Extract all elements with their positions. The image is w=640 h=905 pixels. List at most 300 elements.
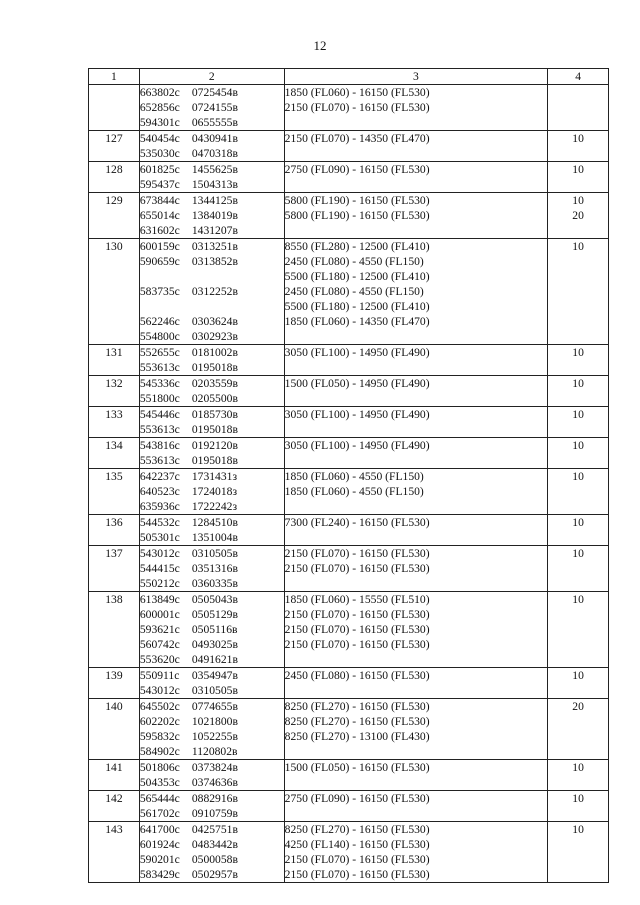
- longitude: 0500058в: [191, 853, 238, 866]
- latitude: 553613c: [139, 361, 180, 374]
- count-value: 10: [572, 346, 584, 359]
- coordinates-cell: [139, 469, 284, 515]
- latitude: 550911c: [139, 669, 180, 682]
- table-row: [89, 791, 609, 822]
- altitude-range: 8250 (FL270) - 16150 (FL530): [284, 700, 430, 713]
- altitude-range: 2150 (FL070) - 16150 (FL530): [284, 868, 430, 881]
- row-number: 140: [89, 699, 140, 760]
- header-col-4: 4: [548, 69, 609, 85]
- latitude: 583735c: [139, 285, 180, 298]
- longitude: 0655555в: [191, 116, 238, 129]
- coordinate-pair: [140, 576, 284, 591]
- latitude: 561702c: [139, 807, 180, 820]
- coordinate-pair: [140, 622, 284, 637]
- count-value: 10: [572, 547, 584, 560]
- table-row: [89, 239, 609, 345]
- table-row: [89, 162, 609, 193]
- count-value: 10: [572, 240, 584, 253]
- coordinate-pair: [140, 652, 284, 667]
- longitude: 1384019в: [191, 209, 238, 222]
- altitude-levels-cell: [284, 699, 548, 760]
- row-number: 134: [89, 438, 140, 469]
- latitude: 552655c: [139, 346, 180, 359]
- longitude: 0185730в: [191, 408, 238, 421]
- latitude: 600159c: [139, 240, 180, 253]
- longitude: 0505116в: [191, 623, 238, 636]
- longitude: 1284510в: [191, 516, 238, 529]
- latitude: 641700c: [139, 823, 180, 836]
- table-row: [89, 193, 609, 239]
- latitude: 595437c: [139, 178, 180, 191]
- coordinate-pair: [140, 729, 284, 744]
- longitude: 0205500в: [191, 392, 238, 405]
- row-number: 130: [89, 239, 140, 345]
- coordinate-pair: [140, 239, 284, 254]
- latitude: 553613c: [139, 423, 180, 436]
- longitude: 0303624в: [191, 315, 238, 328]
- coordinate-pair: [140, 100, 284, 115]
- count-cell: [548, 760, 609, 791]
- longitude: 0373824в: [191, 761, 238, 774]
- longitude: 1052255в: [191, 730, 238, 743]
- altitude-range: 5800 (FL190) - 16150 (FL530): [284, 194, 430, 207]
- longitude: 1344125в: [191, 194, 238, 207]
- longitude: 0192120в: [191, 439, 238, 452]
- longitude: 0195018в: [191, 361, 238, 374]
- header-col-3: 3: [284, 69, 548, 85]
- longitude: 1021800в: [191, 715, 238, 728]
- coordinates-cell: [139, 239, 284, 345]
- longitude: 0425751в: [191, 823, 238, 836]
- coordinate-pair: [140, 131, 284, 146]
- coordinate-pair: [140, 223, 284, 238]
- altitude-range: 4250 (FL140) - 16150 (FL530): [284, 838, 430, 851]
- coordinate-pair: [140, 806, 284, 821]
- coordinates-cell: [139, 407, 284, 438]
- count-value: 10: [572, 470, 584, 483]
- altitude-range: 3050 (FL100) - 14950 (FL490): [284, 439, 430, 452]
- table-body: [89, 85, 609, 883]
- row-number: 138: [89, 592, 140, 668]
- header-col-1: 1: [89, 69, 140, 85]
- longitude: 1722242з: [191, 500, 238, 513]
- latitude: 544415c: [139, 562, 180, 575]
- coordinate-pair: [140, 699, 284, 714]
- longitude: 0483442в: [191, 838, 238, 851]
- latitude: 652856c: [139, 101, 180, 114]
- coordinate-pair: [140, 607, 284, 622]
- coordinates-cell: [139, 699, 284, 760]
- coordinate-pair: [140, 360, 284, 375]
- latitude: 545446c: [139, 408, 180, 421]
- table-row: [89, 515, 609, 546]
- altitude-levels-cell: [284, 546, 548, 592]
- coordinate-pair: [140, 208, 284, 223]
- coordinate-pair: [140, 775, 284, 790]
- altitude-levels-cell: [284, 822, 548, 883]
- row-number: 129: [89, 193, 140, 239]
- altitude-levels-cell: [284, 668, 548, 699]
- row-number: 141: [89, 760, 140, 791]
- table-row: [89, 469, 609, 515]
- altitude-levels-cell: [284, 162, 548, 193]
- count-cell: [548, 699, 609, 760]
- coordinate-pair: [140, 822, 284, 837]
- latitude: 545336c: [139, 377, 180, 390]
- latitude: 600001c: [139, 608, 180, 621]
- coordinate-pair: [140, 852, 284, 867]
- coordinate-pair: [140, 391, 284, 406]
- count-cell: [548, 131, 609, 162]
- longitude: 0430941в: [191, 132, 238, 145]
- altitude-range: 1850 (FL060) - 15550 (FL510): [284, 593, 430, 606]
- table-row: [89, 822, 609, 883]
- table-row: [89, 438, 609, 469]
- coordinates-cell: [139, 376, 284, 407]
- coordinate-pair: [140, 668, 284, 683]
- count-cell: [548, 469, 609, 515]
- altitude-range: 2750 (FL090) - 16150 (FL530): [284, 163, 430, 176]
- longitude: 0310505в: [191, 547, 238, 560]
- row-number: 133: [89, 407, 140, 438]
- latitude: 543012c: [139, 547, 180, 560]
- longitude: 0351316в: [191, 562, 238, 575]
- coordinate-pair: [140, 484, 284, 499]
- row-number: 137: [89, 546, 140, 592]
- longitude: 0910759в: [191, 807, 238, 820]
- altitude-levels-cell: [284, 131, 548, 162]
- count-cell: [548, 822, 609, 883]
- longitude: 0354947в: [191, 669, 238, 682]
- coordinate-pair: [140, 546, 284, 561]
- coordinates-cell: [139, 193, 284, 239]
- table-row: [89, 376, 609, 407]
- coordinate-pair: [140, 453, 284, 468]
- longitude: 0195018в: [191, 454, 238, 467]
- coordinate-pair: [140, 85, 284, 100]
- coordinate-pair: [140, 162, 284, 177]
- longitude: 0502957в: [191, 868, 238, 881]
- coordinate-pair: [140, 714, 284, 729]
- altitude-range: 1850 (FL060) - 16150 (FL530): [284, 86, 430, 99]
- count-value: 10: [572, 516, 584, 529]
- count-cell: [548, 668, 609, 699]
- longitude: 0313251в: [191, 240, 238, 253]
- coordinate-pair: [140, 438, 284, 453]
- altitude-range: 3050 (FL100) - 14950 (FL490): [284, 408, 430, 421]
- altitude-range: 2150 (FL070) - 16150 (FL530): [284, 853, 430, 866]
- longitude: 0882916в: [191, 792, 238, 805]
- coordinate-pair: [140, 376, 284, 391]
- coordinates-cell: [139, 822, 284, 883]
- coordinate-pair: [140, 469, 284, 484]
- longitude: 0312252в: [191, 285, 238, 298]
- count-value: 10: [572, 792, 584, 805]
- altitude-range: 2150 (FL070) - 16150 (FL530): [284, 562, 430, 575]
- altitude-range: 1500 (FL050) - 16150 (FL530): [284, 761, 430, 774]
- row-number: 143: [89, 822, 140, 883]
- coordinates-cell: [139, 85, 284, 131]
- table-row: [89, 546, 609, 592]
- coordinate-pair: [140, 592, 284, 607]
- row-number: [89, 85, 140, 131]
- latitude: 595832c: [139, 730, 180, 743]
- altitude-levels-cell: [284, 193, 548, 239]
- longitude: 0374636в: [191, 776, 238, 789]
- table-row: [89, 760, 609, 791]
- latitude: 543816c: [139, 439, 180, 452]
- count-value: 10: [572, 593, 584, 606]
- coordinates-cell: [139, 345, 284, 376]
- altitude-range: 8550 (FL280) - 12500 (FL410): [284, 240, 430, 253]
- altitude-range: 5500 (FL180) - 12500 (FL410): [284, 270, 430, 283]
- coordinates-cell: [139, 131, 284, 162]
- table-row: [89, 345, 609, 376]
- longitude: 1120802в: [191, 745, 238, 758]
- coordinates-cell: [139, 760, 284, 791]
- altitude-range: 3050 (FL100) - 14950 (FL490): [284, 346, 430, 359]
- table-row: [89, 699, 609, 760]
- latitude: 583429c: [139, 868, 180, 881]
- altitude-range: 2150 (FL070) - 16150 (FL530): [284, 608, 430, 621]
- header-row: [89, 69, 609, 85]
- table-row: [89, 592, 609, 668]
- table-row: [89, 85, 609, 131]
- altitude-levels-cell: [284, 592, 548, 668]
- longitude: 0310505в: [191, 684, 238, 697]
- altitude-levels-cell: [284, 438, 548, 469]
- count-cell: [548, 791, 609, 822]
- latitude: 504353c: [139, 776, 180, 789]
- longitude: 0505043в: [191, 593, 238, 606]
- latitude: 565444c: [139, 792, 180, 805]
- longitude: 0313852в: [191, 255, 238, 268]
- coordinate-pair: [140, 269, 284, 284]
- altitude-levels-cell: [284, 469, 548, 515]
- row-number: 127: [89, 131, 140, 162]
- coordinate-pair: [140, 407, 284, 422]
- altitude-range: 5800 (FL190) - 16150 (FL530): [284, 209, 430, 222]
- count-value: 20: [572, 700, 584, 713]
- latitude: 640523c: [139, 485, 180, 498]
- row-number: 142: [89, 791, 140, 822]
- latitude: 501806c: [139, 761, 180, 774]
- longitude: 0203559в: [191, 377, 238, 390]
- altitude-levels-cell: [284, 85, 548, 131]
- altitude-range: 1850 (FL060) - 14350 (FL470): [284, 315, 430, 328]
- airspace-table: [88, 68, 609, 883]
- coordinate-pair: [140, 299, 284, 314]
- altitude-levels-cell: [284, 791, 548, 822]
- latitude: 635936c: [139, 500, 180, 513]
- row-number: 132: [89, 376, 140, 407]
- count-value: 10: [572, 194, 584, 207]
- longitude: 1504313в: [191, 178, 238, 191]
- count-cell: [548, 438, 609, 469]
- count-cell: [548, 239, 609, 345]
- latitude: 535030c: [139, 147, 180, 160]
- latitude: 601825c: [139, 163, 180, 176]
- row-number: 128: [89, 162, 140, 193]
- latitude: 655014c: [139, 209, 180, 222]
- coordinate-pair: [140, 499, 284, 514]
- latitude: 645502c: [139, 700, 180, 713]
- latitude: 642237c: [139, 470, 180, 483]
- latitude: 602202c: [139, 715, 180, 728]
- altitude-range: 2450 (FL080) - 4550 (FL150): [284, 255, 424, 268]
- altitude-range: 2450 (FL080) - 16150 (FL530): [284, 669, 430, 682]
- latitude: 543012c: [139, 684, 180, 697]
- altitude-range: 2150 (FL070) - 16150 (FL530): [284, 623, 430, 636]
- table-row: [89, 668, 609, 699]
- altitude-range: 2150 (FL070) - 16150 (FL530): [284, 638, 430, 651]
- altitude-range: 8250 (FL270) - 16150 (FL530): [284, 715, 430, 728]
- table-header: [89, 69, 609, 85]
- longitude: 1731431з: [191, 470, 238, 483]
- coordinate-pair: [140, 561, 284, 576]
- altitude-range: 2150 (FL070) - 16150 (FL530): [284, 101, 430, 114]
- longitude: 1351004в: [191, 531, 238, 544]
- latitude: 590659c: [139, 255, 180, 268]
- latitude: 590201c: [139, 853, 180, 866]
- table-row: [89, 131, 609, 162]
- longitude: 0725454в: [191, 86, 238, 99]
- altitude-range: 8250 (FL270) - 16150 (FL530): [284, 823, 430, 836]
- table-row: [89, 407, 609, 438]
- latitude: 673844c: [139, 194, 180, 207]
- coordinates-cell: [139, 162, 284, 193]
- coordinate-pair: [140, 193, 284, 208]
- longitude: 0195018в: [191, 423, 238, 436]
- coordinate-pair: [140, 177, 284, 192]
- latitude: 550212c: [139, 577, 180, 590]
- coordinate-pair: [140, 329, 284, 344]
- latitude: 551800c: [139, 392, 180, 405]
- latitude: 593621c: [139, 623, 180, 636]
- latitude: 554800c: [139, 330, 180, 343]
- page-number: 12: [313, 38, 327, 53]
- coordinates-cell: [139, 515, 284, 546]
- longitude: 1431207в: [191, 224, 238, 237]
- latitude: 553620c: [139, 653, 180, 666]
- coordinates-cell: [139, 791, 284, 822]
- coordinate-pair: [140, 254, 284, 269]
- latitude: 553613c: [139, 454, 180, 467]
- longitude: 0774655в: [191, 700, 238, 713]
- row-number: 135: [89, 469, 140, 515]
- coordinates-cell: [139, 546, 284, 592]
- coordinates-cell: [139, 438, 284, 469]
- longitude: 0491621в: [191, 653, 238, 666]
- count-value: 10: [572, 377, 584, 390]
- altitude-levels-cell: [284, 515, 548, 546]
- latitude: 560742c: [139, 638, 180, 651]
- altitude-levels-cell: [284, 760, 548, 791]
- row-number: 131: [89, 345, 140, 376]
- latitude: 663802c: [139, 86, 180, 99]
- altitude-range: 2750 (FL090) - 16150 (FL530): [284, 792, 430, 805]
- coordinate-pair: [140, 837, 284, 852]
- longitude: 1724018з: [191, 485, 238, 498]
- latitude: 613849c: [139, 593, 180, 606]
- latitude: 631602c: [139, 224, 180, 237]
- altitude-levels-cell: [284, 407, 548, 438]
- count-cell: [548, 546, 609, 592]
- coordinate-pair: [140, 791, 284, 806]
- coordinate-pair: [140, 867, 284, 882]
- altitude-range: 2150 (FL070) - 16150 (FL530): [284, 547, 430, 560]
- count-value: 10: [572, 761, 584, 774]
- altitude-range: 7300 (FL240) - 16150 (FL530): [284, 516, 430, 529]
- count-value: 10: [572, 408, 584, 421]
- longitude: 0470318в: [191, 147, 238, 160]
- coordinate-pair: [140, 530, 284, 545]
- coordinate-pair: [140, 115, 284, 130]
- coordinate-pair: [140, 637, 284, 652]
- longitude: 0360335в: [191, 577, 238, 590]
- count-value: 10: [572, 823, 584, 836]
- latitude: 584902c: [139, 745, 180, 758]
- longitude: 0302923в: [191, 330, 238, 343]
- coordinate-pair: [140, 284, 284, 299]
- coordinate-pair: [140, 345, 284, 360]
- coordinate-pair: [140, 422, 284, 437]
- coordinate-pair: [140, 515, 284, 530]
- coordinate-pair: [140, 744, 284, 759]
- coordinates-cell: [139, 668, 284, 699]
- count-cell: [548, 376, 609, 407]
- count-value: 10: [572, 163, 584, 176]
- row-number: 136: [89, 515, 140, 546]
- header-col-2: 2: [139, 69, 284, 85]
- altitude-levels-cell: [284, 376, 548, 407]
- latitude: 540454c: [139, 132, 180, 145]
- altitude-range: 1850 (FL060) - 4550 (FL150): [284, 485, 424, 498]
- longitude: 0181002в: [191, 346, 238, 359]
- latitude: 562246c: [139, 315, 180, 328]
- altitude-range: 1500 (FL050) - 14950 (FL490): [284, 377, 430, 390]
- altitude-range: 2450 (FL080) - 4550 (FL150): [284, 285, 424, 298]
- count-cell: [548, 407, 609, 438]
- coordinate-pair: [140, 760, 284, 775]
- count-value: 20: [572, 209, 584, 222]
- row-number: 139: [89, 668, 140, 699]
- coordinate-pair: [140, 314, 284, 329]
- latitude: 544532c: [139, 516, 180, 529]
- count-cell: [548, 345, 609, 376]
- altitude-range: 2150 (FL070) - 14350 (FL470): [284, 132, 430, 145]
- coordinate-pair: [140, 683, 284, 698]
- longitude: 0493025в: [191, 638, 238, 651]
- altitude-range: 8250 (FL270) - 13100 (FL430): [284, 730, 430, 743]
- altitude-levels-cell: [284, 239, 548, 345]
- count-cell: [548, 193, 609, 239]
- coordinate-pair: [140, 146, 284, 161]
- count-cell: [548, 162, 609, 193]
- count-cell: [548, 592, 609, 668]
- count-value: 10: [572, 669, 584, 682]
- longitude: 0505129в: [191, 608, 238, 621]
- count-cell: [548, 85, 609, 131]
- count-value: 10: [572, 439, 584, 452]
- altitude-range: 1850 (FL060) - 4550 (FL150): [284, 470, 424, 483]
- longitude: 0724155в: [191, 101, 238, 114]
- latitude: 505301c: [139, 531, 180, 544]
- altitude-range: 5500 (FL180) - 12500 (FL410): [284, 300, 430, 313]
- count-cell: [548, 515, 609, 546]
- coordinates-cell: [139, 592, 284, 668]
- longitude: 1455625в: [191, 163, 238, 176]
